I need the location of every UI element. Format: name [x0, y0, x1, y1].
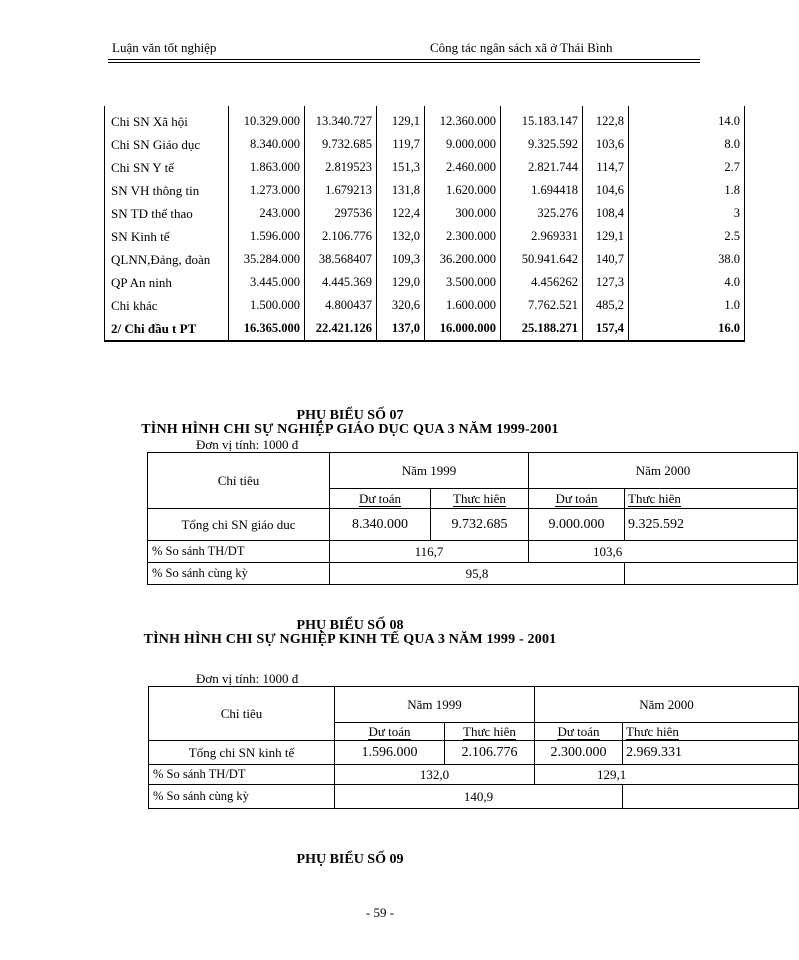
cell-v5: 2.969331: [501, 225, 583, 248]
estimate-1999-header: Dư toán: [330, 489, 431, 509]
table-row: [105, 317, 745, 341]
cell-v4: 2.460.000: [425, 156, 501, 179]
actual-2000-value: 9.325.592: [625, 509, 798, 541]
compare-th-dt-2000: 129,1: [535, 765, 799, 785]
cell-v5: 15.183.147: [501, 106, 583, 133]
compare-th-dt-2000: 103,6: [529, 541, 798, 563]
cell-v5: 25.188.271: [501, 317, 583, 341]
cell-v6: 103,6: [583, 133, 629, 156]
header-right: Công tác ngân sách xã ở Thái Bình: [430, 40, 613, 55]
cell-v3: 122,4: [377, 202, 425, 225]
estimate-1999-value: 1.596.000: [335, 741, 445, 765]
cell-v7: 8.0: [629, 133, 745, 156]
cell-v7: 1.8: [629, 179, 745, 202]
cell-v2: 9.732.685: [305, 133, 377, 156]
cell-v1: 1.596.000: [229, 225, 305, 248]
cell-v1: 243.000: [229, 202, 305, 225]
estimate-2000-value: 2.300.000: [535, 741, 623, 765]
table-row: [105, 133, 745, 156]
row-label: QP An ninh: [105, 271, 229, 294]
cell-v2: 2.106.776: [305, 225, 377, 248]
row-label: 2/ Chi đầu t PT: [105, 317, 229, 341]
cell-v2: 1.679213: [305, 179, 377, 202]
cell-v5: 9.325.592: [501, 133, 583, 156]
cell-v1: 1.863.000: [229, 156, 305, 179]
appendix-07-unit: Đơn vị tính: 1000 đ: [196, 437, 299, 452]
cell-v4: 3.500.000: [425, 271, 501, 294]
year-1999-header: Năm 1999: [335, 687, 535, 723]
cell-v1: 3.445.000: [229, 271, 305, 294]
cell-v4: 16.000.000: [425, 317, 501, 341]
cell-v4: 300.000: [425, 202, 501, 225]
compare-th-dt-1999: 132,0: [335, 765, 535, 785]
total-row-label: Tổng chi SN kinh tế: [149, 741, 335, 765]
cell-v2: 4.445.369: [305, 271, 377, 294]
cell-v2: 38.568407: [305, 248, 377, 271]
actual-2000-value: 2.969.331: [623, 741, 799, 765]
cell-v1: 1.273.000: [229, 179, 305, 202]
cell-v6: 122,8: [583, 106, 629, 133]
cell-v1: 16.365.000: [229, 317, 305, 341]
cell-v2: 4.800437: [305, 294, 377, 317]
cell-v4: 1.600.000: [425, 294, 501, 317]
row-label: SN TD thể thao: [105, 202, 229, 225]
table-row: [105, 156, 745, 179]
year-1999-header: Năm 1999: [330, 453, 529, 489]
estimate-1999-value: 8.340.000: [330, 509, 431, 541]
table-row: [105, 248, 745, 271]
table-row: [105, 225, 745, 248]
compare-th-dt-label: % So sánh TH/DT: [148, 541, 330, 563]
row-label: Chi SN Xã hội: [105, 106, 229, 133]
estimate-2000-value: 9.000.000: [529, 509, 625, 541]
cell-v6: 485,2: [583, 294, 629, 317]
compare-same-period-value: 95,8: [330, 563, 625, 585]
cell-v7: 2.7: [629, 156, 745, 179]
appendix-08-table: [148, 686, 700, 810]
cell-v5: 4.456262: [501, 271, 583, 294]
row-label: QLNN,Đảng, đoàn: [105, 248, 229, 271]
cell-v3: 132,0: [377, 225, 425, 248]
cell-v1: 8.340.000: [229, 133, 305, 156]
row-label: SN Kinh tế: [105, 225, 229, 248]
row-label: Chi khác: [105, 294, 229, 317]
row-label: SN VH thông tin: [105, 179, 229, 202]
cell-v5: 7.762.521: [501, 294, 583, 317]
compare-same-period-label: % So sánh cùng kỳ: [149, 785, 335, 809]
cell-v5: 50.941.642: [501, 248, 583, 271]
actual-2000-header: Thưc hiên: [625, 489, 798, 509]
cell-v1: 1.500.000: [229, 294, 305, 317]
cell-v6: 108,4: [583, 202, 629, 225]
cell-v5: 1.694418: [501, 179, 583, 202]
actual-1999-value: 9.732.685: [431, 509, 529, 541]
cell-v3: 129,1: [377, 106, 425, 133]
cell-v2: 297536: [305, 202, 377, 225]
cell-v4: 1.620.000: [425, 179, 501, 202]
indicator-header: Chỉ tiêu: [148, 453, 330, 509]
cell-v4: 12.360.000: [425, 106, 501, 133]
compare-th-dt-label: % So sánh TH/DT: [149, 765, 335, 785]
cell-v6: 127,3: [583, 271, 629, 294]
table-row: [105, 271, 745, 294]
cell-v3: 129,0: [377, 271, 425, 294]
table-row: [105, 179, 745, 202]
cell-v4: 2.300.000: [425, 225, 501, 248]
cell-v5: 2.821.744: [501, 156, 583, 179]
cell-v6: 140,7: [583, 248, 629, 271]
budget-table-continuation: [104, 106, 740, 344]
estimate-2000-header: Dư toán: [529, 489, 625, 509]
cell-v3: 109,3: [377, 248, 425, 271]
header-rule: [108, 59, 700, 60]
compare-same-period-label: % So sánh cùng kỳ: [148, 563, 330, 585]
cell-v4: 36.200.000: [425, 248, 501, 271]
cell-v1: 35.284.000: [229, 248, 305, 271]
cell-v3: 320,6: [377, 294, 425, 317]
appendix-07-table: [147, 452, 700, 588]
cell-v7: 16.0: [629, 317, 745, 341]
cell-v7: 4.0: [629, 271, 745, 294]
actual-1999-header: Thưc hiên: [445, 723, 535, 741]
appendix-09-title: PHỤ BIỂU SỐ 09: [296, 852, 404, 867]
compare-same-period-value: 140,9: [335, 785, 623, 809]
cell-v7: 3: [629, 202, 745, 225]
row-label: Chi SN Giáo dục: [105, 133, 229, 156]
appendix-08-unit: Đơn vị tính: 1000 đ: [196, 671, 299, 686]
cell-v7: 1.0: [629, 294, 745, 317]
header-left: Luận văn tốt nghiệp: [112, 40, 217, 55]
cell-v4: 9.000.000: [425, 133, 501, 156]
cell-v3: 137,0: [377, 317, 425, 341]
page-number: - 59 -: [365, 905, 395, 920]
year-2000-header: Năm 2000: [535, 687, 799, 723]
cell-v3: 151,3: [377, 156, 425, 179]
appendix-08-title: PHỤ BIỂU SỐ 08: [296, 618, 404, 633]
total-row-label: Tổng chi SN giáo duc: [148, 509, 330, 541]
cell-v6: 104,6: [583, 179, 629, 202]
estimate-2000-header: Dư toán: [535, 723, 623, 741]
appendix-08-subtitle: TÌNH HÌNH CHI SỰ NGHIỆP KINH TẾ QUA 3 NĂM 1999 - 2001: [143, 632, 557, 647]
cell-v2: 22.421.126: [305, 317, 377, 341]
appendix-07-subtitle: TÌNH HÌNH CHI SỰ NGHIỆP GIÁO DỤC QUA 3 NĂM 1999-2001: [141, 422, 559, 437]
cell-v6: 157,4: [583, 317, 629, 341]
actual-2000-header: Thưc hiên: [623, 723, 799, 741]
cell-v5: 325.276: [501, 202, 583, 225]
table-row: [105, 294, 745, 317]
table-row: [105, 202, 745, 225]
actual-1999-header: Thưc hiên: [431, 489, 529, 509]
cell-v6: 129,1: [583, 225, 629, 248]
cell-v3: 119,7: [377, 133, 425, 156]
cell-v3: 131,8: [377, 179, 425, 202]
cell-v7: 2.5: [629, 225, 745, 248]
indicator-header: Chỉ tiêu: [149, 687, 335, 741]
compare-th-dt-1999: 116,7: [330, 541, 529, 563]
cell-v7: 38.0: [629, 248, 745, 271]
cell-v2: 2.819523: [305, 156, 377, 179]
actual-1999-value: 2.106.776: [445, 741, 535, 765]
row-label: Chi SN Y tế: [105, 156, 229, 179]
appendix-07-title: PHỤ BIỂU SỐ 07: [296, 408, 404, 423]
cell-v2: 13.340.727: [305, 106, 377, 133]
cell-v6: 114,7: [583, 156, 629, 179]
table-row: [105, 106, 745, 133]
year-2000-header: Năm 2000: [529, 453, 798, 489]
header-rule-secondary: [108, 62, 700, 63]
cell-v1: 10.329.000: [229, 106, 305, 133]
cell-v7: 14.0: [629, 106, 745, 133]
estimate-1999-header: Dư toán: [335, 723, 445, 741]
